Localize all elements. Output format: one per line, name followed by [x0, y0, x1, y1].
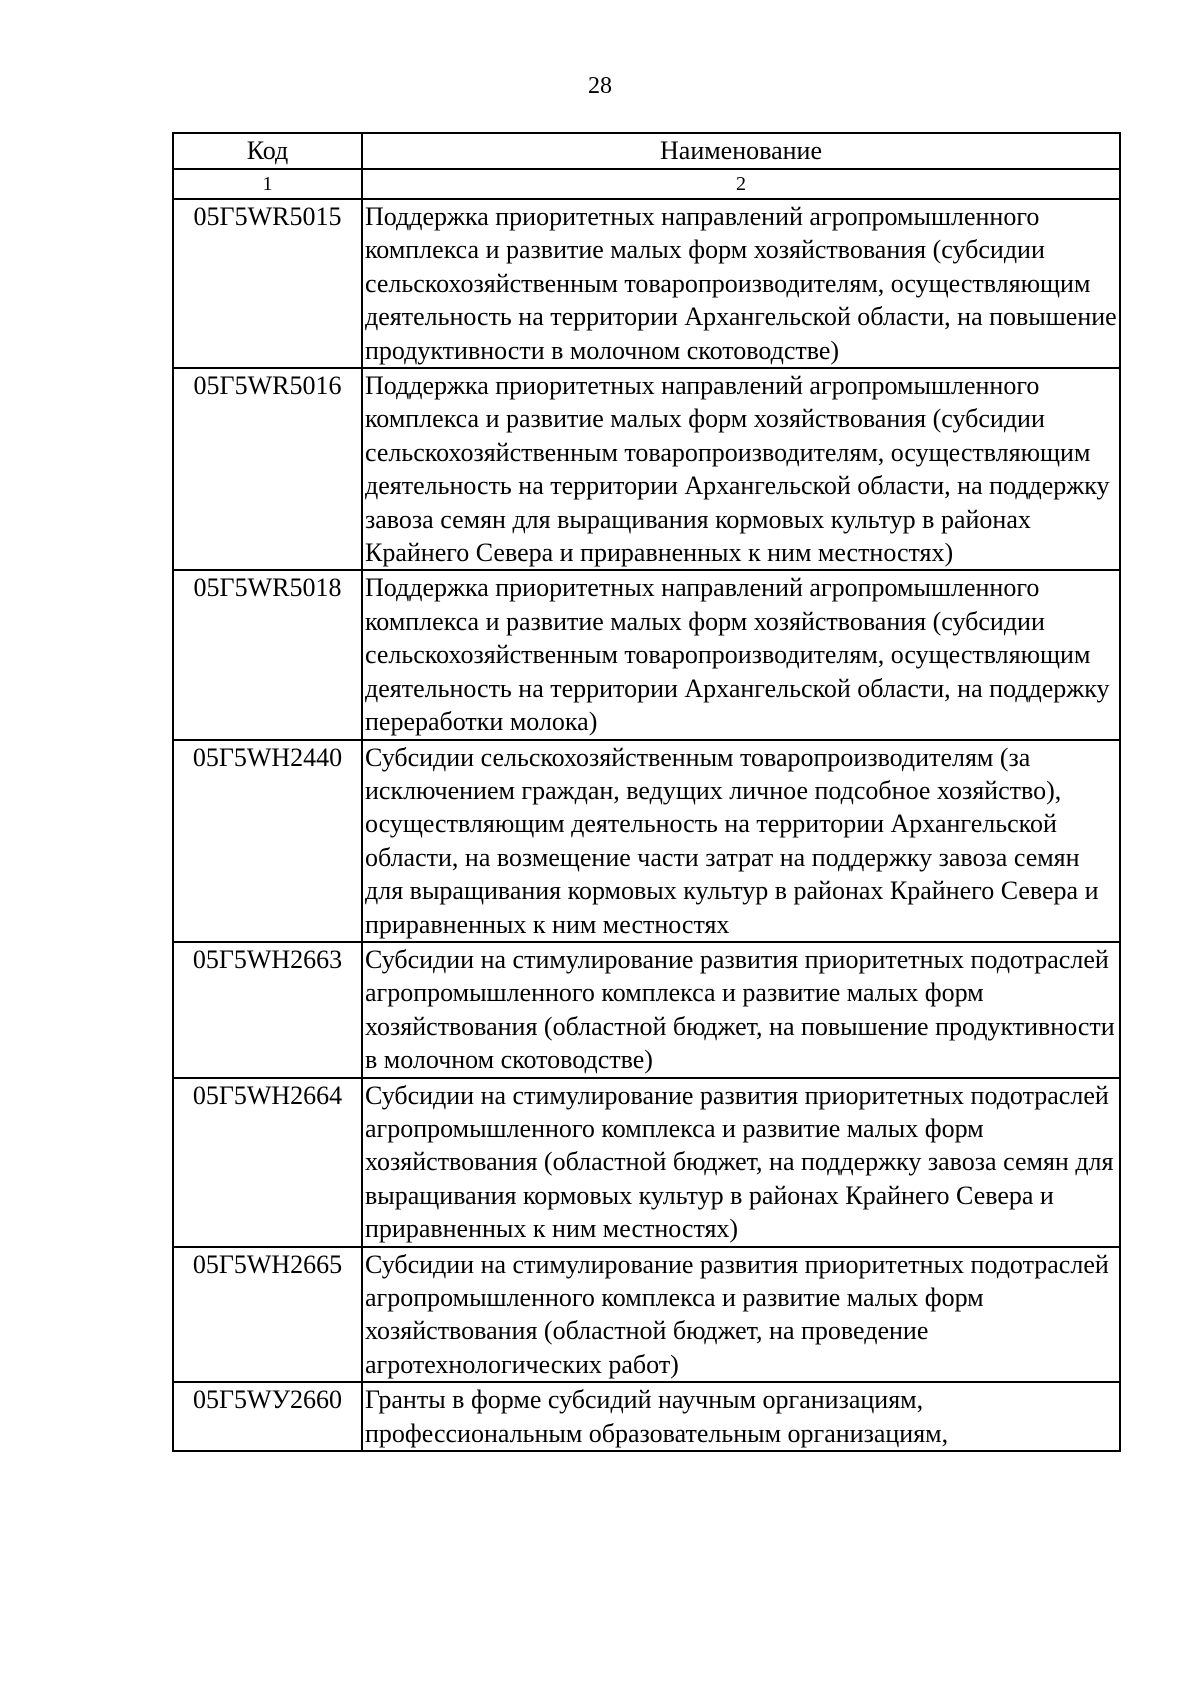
row-name: Субсидии на стимулирование развития приоритетных подотраслей агропромышленного комплекса и развитие малых форм хозяйствования (областной бюджет, на повышение продуктивности в молочном скотоводстве) — [362, 942, 1120, 1078]
table-row — [173, 740, 1120, 942]
table-row — [173, 199, 1120, 368]
row-name: Субсидии сельскохозяйственным товаропроизводителям (за исключением граждан, ведущих личное подсобное хозяйство), осуществляющим деятельность на территории Архангельской области, на возмещение части затрат на поддержку завоза семян для выращивания кормовых культур в районах Крайнего Севера и приравненных к ним местностях — [362, 740, 1120, 942]
row-name: Поддержка приоритетных направлений агропромышленного комплекса и развитие малых форм хозяйствования (субсидии сельскохозяйственным товаропроизводителям, осуществляющим деятельность на территории Архангельской области, на повышение продуктивности в молочном скотоводстве) — [362, 199, 1120, 368]
row-name: Субсидии на стимулирование развития приоритетных подотраслей агропромышленного комплекса и развитие малых форм хозяйствования (областной бюджет, на поддержку завоза семян для выращивания кормовых культур в районах Крайнего Севера и приравненных к ним местностях) — [362, 1078, 1120, 1247]
column-number-code: 1 — [173, 169, 362, 199]
row-code: 05Г5WR5018 — [173, 570, 362, 739]
column-numbers-row — [173, 169, 1120, 199]
table-row — [173, 570, 1120, 739]
row-name: Поддержка приоритетных направлений агропромышленного комплекса и развитие малых форм хозяйствования (субсидии сельскохозяйственным товаропроизводителям, осуществляющим деятельность на территории Архангельской области, на поддержку переработки молока) — [362, 570, 1120, 739]
header-code: Код — [173, 133, 362, 169]
table-body — [173, 169, 1120, 1451]
row-name: Гранты в форме субсидий научным организациям, профессиональным образовательным организациям, — [362, 1382, 1120, 1451]
table-row — [173, 1247, 1120, 1383]
row-code: 05Г5WR5016 — [173, 368, 362, 570]
table-row — [173, 942, 1120, 1078]
table-row — [173, 1382, 1120, 1451]
table-row — [173, 1078, 1120, 1247]
row-code: 05Г5WH2665 — [173, 1247, 362, 1383]
header-name: Наименование — [362, 133, 1120, 169]
row-code: 05Г5WH2664 — [173, 1078, 362, 1247]
page-number: 28 — [588, 73, 612, 99]
row-code: 05Г5WУ2660 — [173, 1382, 362, 1451]
header-row — [173, 133, 1120, 169]
table-row — [173, 368, 1120, 570]
budget-codes-table — [172, 132, 1121, 1452]
row-code: 05Г5WR5015 — [173, 199, 362, 368]
row-code: 05Г5WH2440 — [173, 740, 362, 942]
row-name: Субсидии на стимулирование развития приоритетных подотраслей агропромышленного комплекса и развитие малых форм хозяйствования (областной бюджет, на проведение агротехнологических работ) — [362, 1247, 1120, 1383]
row-name: Поддержка приоритетных направлений агропромышленного комплекса и развитие малых форм хозяйствования (субсидии сельскохозяйственным товаропроизводителям, осуществляющим деятельность на территории Архангельской области, на поддержку завоза семян для выращивания кормовых культур в районах Крайнего Севера и приравненных к ним местностях) — [362, 368, 1120, 570]
column-number-name: 2 — [362, 169, 1120, 199]
table-header — [173, 133, 1120, 169]
row-code: 05Г5WH2663 — [173, 942, 362, 1078]
